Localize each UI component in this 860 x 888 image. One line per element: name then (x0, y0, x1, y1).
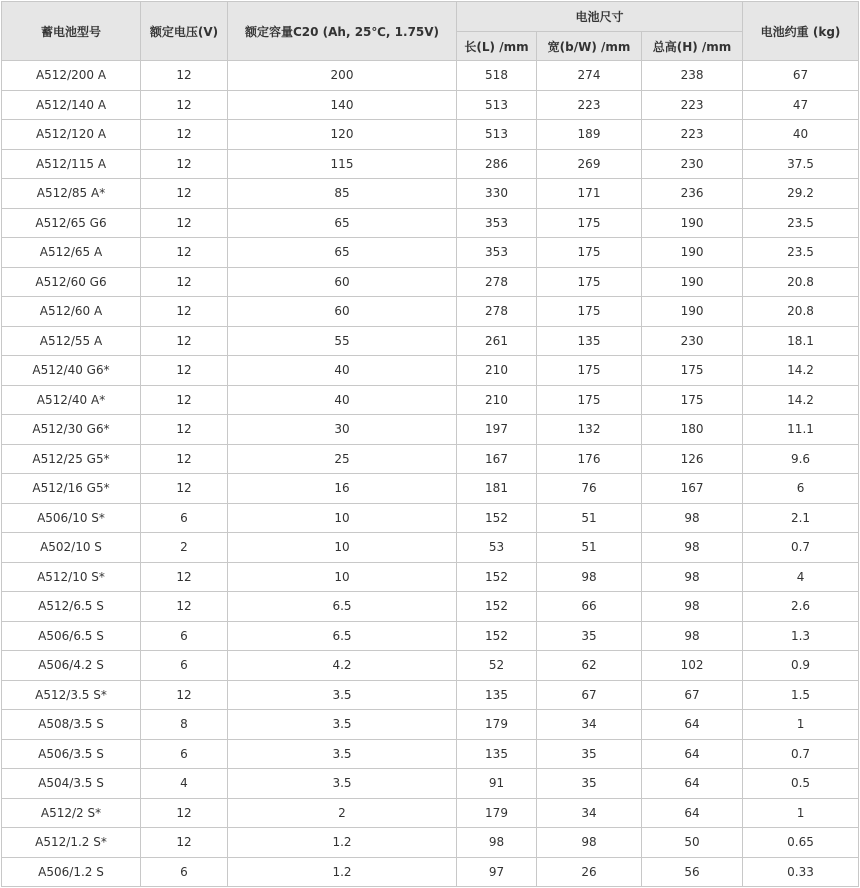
cell-height: 98 (642, 592, 743, 622)
cell-voltage: 12 (141, 680, 228, 710)
header-weight: 电池约重 (kg) (743, 2, 859, 61)
cell-length: 135 (457, 739, 537, 769)
cell-height: 167 (642, 474, 743, 504)
cell-length: 97 (457, 857, 537, 887)
cell-length: 152 (457, 621, 537, 651)
cell-width: 175 (537, 356, 642, 386)
cell-capacity: 25 (228, 444, 457, 474)
cell-voltage: 12 (141, 592, 228, 622)
cell-weight: 20.8 (743, 267, 859, 297)
cell-height: 64 (642, 798, 743, 828)
cell-length: 152 (457, 562, 537, 592)
table-row (2, 769, 859, 799)
cell-weight: 20.8 (743, 297, 859, 327)
cell-height: 230 (642, 326, 743, 356)
cell-capacity: 60 (228, 267, 457, 297)
table-row (2, 444, 859, 474)
cell-voltage: 12 (141, 179, 228, 209)
cell-length: 91 (457, 769, 537, 799)
cell-voltage: 6 (141, 857, 228, 887)
table-row (2, 267, 859, 297)
cell-height: 236 (642, 179, 743, 209)
cell-model: A512/25 G5* (2, 444, 141, 474)
cell-height: 126 (642, 444, 743, 474)
table-row (2, 238, 859, 268)
cell-height: 98 (642, 621, 743, 651)
cell-capacity: 30 (228, 415, 457, 445)
cell-capacity: 55 (228, 326, 457, 356)
cell-capacity: 1.2 (228, 828, 457, 858)
cell-width: 67 (537, 680, 642, 710)
cell-model: A506/4.2 S (2, 651, 141, 681)
cell-model: A512/85 A* (2, 179, 141, 209)
cell-weight: 2.6 (743, 592, 859, 622)
cell-model: A512/10 S* (2, 562, 141, 592)
cell-height: 98 (642, 503, 743, 533)
table-row (2, 297, 859, 327)
table-row (2, 208, 859, 238)
cell-height: 190 (642, 238, 743, 268)
cell-width: 135 (537, 326, 642, 356)
table-row (2, 474, 859, 504)
cell-width: 269 (537, 149, 642, 179)
table-row (2, 651, 859, 681)
cell-weight: 29.2 (743, 179, 859, 209)
cell-model: A512/115 A (2, 149, 141, 179)
cell-voltage: 6 (141, 621, 228, 651)
cell-capacity: 40 (228, 356, 457, 386)
cell-length: 353 (457, 238, 537, 268)
cell-weight: 14.2 (743, 356, 859, 386)
cell-capacity: 65 (228, 238, 457, 268)
cell-voltage: 2 (141, 533, 228, 563)
cell-height: 98 (642, 533, 743, 563)
cell-voltage: 4 (141, 769, 228, 799)
cell-model: A512/16 G5* (2, 474, 141, 504)
cell-length: 167 (457, 444, 537, 474)
cell-voltage: 12 (141, 828, 228, 858)
cell-model: A506/1.2 S (2, 857, 141, 887)
cell-width: 76 (537, 474, 642, 504)
cell-width: 66 (537, 592, 642, 622)
table-header (2, 2, 859, 61)
cell-height: 64 (642, 710, 743, 740)
cell-width: 175 (537, 297, 642, 327)
cell-height: 230 (642, 149, 743, 179)
cell-length: 518 (457, 61, 537, 91)
cell-width: 98 (537, 828, 642, 858)
cell-weight: 0.5 (743, 769, 859, 799)
table-row (2, 592, 859, 622)
cell-model: A512/2 S* (2, 798, 141, 828)
cell-length: 53 (457, 533, 537, 563)
cell-capacity: 200 (228, 61, 457, 91)
cell-model: A512/30 G6* (2, 415, 141, 445)
cell-height: 56 (642, 857, 743, 887)
cell-length: 197 (457, 415, 537, 445)
cell-model: A512/65 A (2, 238, 141, 268)
header-model: 蓄电池型号 (2, 2, 141, 61)
table-row (2, 828, 859, 858)
cell-model: A512/40 G6* (2, 356, 141, 386)
cell-height: 175 (642, 385, 743, 415)
cell-capacity: 3.5 (228, 680, 457, 710)
table-row (2, 61, 859, 91)
table-row (2, 90, 859, 120)
cell-model: A506/10 S* (2, 503, 141, 533)
header-length: 长(L) /mm (457, 32, 537, 61)
cell-capacity: 10 (228, 533, 457, 563)
cell-voltage: 12 (141, 474, 228, 504)
cell-voltage: 12 (141, 238, 228, 268)
cell-weight: 1.5 (743, 680, 859, 710)
cell-weight: 0.9 (743, 651, 859, 681)
cell-model: A512/55 A (2, 326, 141, 356)
cell-capacity: 2 (228, 798, 457, 828)
cell-height: 223 (642, 90, 743, 120)
cell-capacity: 115 (228, 149, 457, 179)
cell-width: 51 (537, 503, 642, 533)
cell-width: 35 (537, 621, 642, 651)
cell-voltage: 12 (141, 356, 228, 386)
cell-weight: 23.5 (743, 208, 859, 238)
header-voltage: 额定电压(V) (141, 2, 228, 61)
cell-length: 179 (457, 710, 537, 740)
cell-width: 175 (537, 267, 642, 297)
cell-length: 98 (457, 828, 537, 858)
cell-length: 278 (457, 267, 537, 297)
cell-height: 223 (642, 120, 743, 150)
cell-height: 190 (642, 297, 743, 327)
cell-model: A512/120 A (2, 120, 141, 150)
cell-weight: 1 (743, 798, 859, 828)
cell-height: 64 (642, 769, 743, 799)
cell-capacity: 16 (228, 474, 457, 504)
cell-voltage: 6 (141, 739, 228, 769)
cell-capacity: 3.5 (228, 710, 457, 740)
table-row (2, 739, 859, 769)
table-row (2, 857, 859, 887)
cell-length: 353 (457, 208, 537, 238)
table-row (2, 680, 859, 710)
table-row (2, 798, 859, 828)
cell-weight: 0.7 (743, 739, 859, 769)
cell-length: 513 (457, 90, 537, 120)
table-body (2, 61, 859, 887)
cell-length: 181 (457, 474, 537, 504)
cell-height: 238 (642, 61, 743, 91)
cell-weight: 6 (743, 474, 859, 504)
cell-weight: 37.5 (743, 149, 859, 179)
cell-capacity: 1.2 (228, 857, 457, 887)
table-row (2, 562, 859, 592)
table-row (2, 326, 859, 356)
cell-weight: 1.3 (743, 621, 859, 651)
table-row (2, 385, 859, 415)
cell-length: 278 (457, 297, 537, 327)
cell-weight: 23.5 (743, 238, 859, 268)
table-row (2, 120, 859, 150)
cell-voltage: 12 (141, 90, 228, 120)
table-row (2, 710, 859, 740)
cell-model: A506/6.5 S (2, 621, 141, 651)
cell-capacity: 140 (228, 90, 457, 120)
cell-width: 132 (537, 415, 642, 445)
cell-voltage: 6 (141, 651, 228, 681)
cell-weight: 14.2 (743, 385, 859, 415)
table-row (2, 415, 859, 445)
cell-height: 180 (642, 415, 743, 445)
cell-weight: 0.65 (743, 828, 859, 858)
cell-height: 67 (642, 680, 743, 710)
cell-weight: 2.1 (743, 503, 859, 533)
cell-capacity: 6.5 (228, 621, 457, 651)
cell-width: 34 (537, 798, 642, 828)
header-width: 宽(b/W) /mm (537, 32, 642, 61)
cell-length: 330 (457, 179, 537, 209)
cell-model: A512/60 A (2, 297, 141, 327)
cell-height: 98 (642, 562, 743, 592)
cell-width: 223 (537, 90, 642, 120)
cell-voltage: 12 (141, 149, 228, 179)
cell-voltage: 12 (141, 208, 228, 238)
cell-length: 286 (457, 149, 537, 179)
cell-weight: 0.33 (743, 857, 859, 887)
cell-width: 175 (537, 208, 642, 238)
cell-height: 64 (642, 739, 743, 769)
cell-capacity: 40 (228, 385, 457, 415)
cell-capacity: 4.2 (228, 651, 457, 681)
cell-voltage: 12 (141, 798, 228, 828)
cell-weight: 40 (743, 120, 859, 150)
cell-capacity: 85 (228, 179, 457, 209)
cell-length: 52 (457, 651, 537, 681)
cell-weight: 47 (743, 90, 859, 120)
cell-model: A512/1.2 S* (2, 828, 141, 858)
cell-height: 175 (642, 356, 743, 386)
cell-width: 35 (537, 739, 642, 769)
table-row (2, 503, 859, 533)
cell-width: 176 (537, 444, 642, 474)
cell-width: 189 (537, 120, 642, 150)
cell-capacity: 3.5 (228, 739, 457, 769)
cell-voltage: 12 (141, 562, 228, 592)
cell-width: 51 (537, 533, 642, 563)
cell-model: A508/3.5 S (2, 710, 141, 740)
cell-voltage: 12 (141, 120, 228, 150)
table-row (2, 621, 859, 651)
cell-width: 175 (537, 238, 642, 268)
header-dimensions: 电池尺寸 (457, 2, 743, 32)
cell-model: A512/3.5 S* (2, 680, 141, 710)
cell-weight: 0.7 (743, 533, 859, 563)
cell-capacity: 65 (228, 208, 457, 238)
cell-width: 274 (537, 61, 642, 91)
header-height: 总高(H) /mm (642, 32, 743, 61)
cell-length: 513 (457, 120, 537, 150)
table-row (2, 149, 859, 179)
cell-width: 35 (537, 769, 642, 799)
cell-weight: 18.1 (743, 326, 859, 356)
table-row (2, 356, 859, 386)
cell-model: A512/60 G6 (2, 267, 141, 297)
cell-width: 171 (537, 179, 642, 209)
cell-length: 152 (457, 503, 537, 533)
cell-length: 152 (457, 592, 537, 622)
table-row (2, 179, 859, 209)
header-capacity: 额定容量C20 (Ah, 25℃, 1.75V) (228, 2, 457, 61)
cell-capacity: 6.5 (228, 592, 457, 622)
cell-weight: 9.6 (743, 444, 859, 474)
cell-model: A504/3.5 S (2, 769, 141, 799)
cell-model: A512/40 A* (2, 385, 141, 415)
cell-voltage: 12 (141, 415, 228, 445)
cell-capacity: 3.5 (228, 769, 457, 799)
cell-model: A512/65 G6 (2, 208, 141, 238)
cell-capacity: 60 (228, 297, 457, 327)
cell-capacity: 10 (228, 503, 457, 533)
cell-length: 179 (457, 798, 537, 828)
cell-height: 50 (642, 828, 743, 858)
cell-model: A506/3.5 S (2, 739, 141, 769)
battery-spec-table (1, 1, 859, 887)
cell-voltage: 6 (141, 503, 228, 533)
cell-width: 34 (537, 710, 642, 740)
cell-model: A512/200 A (2, 61, 141, 91)
cell-voltage: 12 (141, 297, 228, 327)
cell-voltage: 12 (141, 385, 228, 415)
cell-length: 135 (457, 680, 537, 710)
cell-capacity: 120 (228, 120, 457, 150)
cell-height: 190 (642, 208, 743, 238)
cell-width: 175 (537, 385, 642, 415)
cell-weight: 11.1 (743, 415, 859, 445)
cell-voltage: 12 (141, 267, 228, 297)
cell-voltage: 12 (141, 444, 228, 474)
cell-weight: 1 (743, 710, 859, 740)
cell-model: A512/6.5 S (2, 592, 141, 622)
cell-width: 62 (537, 651, 642, 681)
cell-height: 190 (642, 267, 743, 297)
cell-model: A512/140 A (2, 90, 141, 120)
cell-length: 261 (457, 326, 537, 356)
table-row (2, 533, 859, 563)
cell-width: 26 (537, 857, 642, 887)
cell-length: 210 (457, 385, 537, 415)
cell-voltage: 12 (141, 61, 228, 91)
cell-voltage: 12 (141, 326, 228, 356)
cell-model: A502/10 S (2, 533, 141, 563)
cell-weight: 67 (743, 61, 859, 91)
cell-length: 210 (457, 356, 537, 386)
cell-voltage: 8 (141, 710, 228, 740)
cell-weight: 4 (743, 562, 859, 592)
cell-height: 102 (642, 651, 743, 681)
cell-capacity: 10 (228, 562, 457, 592)
cell-width: 98 (537, 562, 642, 592)
